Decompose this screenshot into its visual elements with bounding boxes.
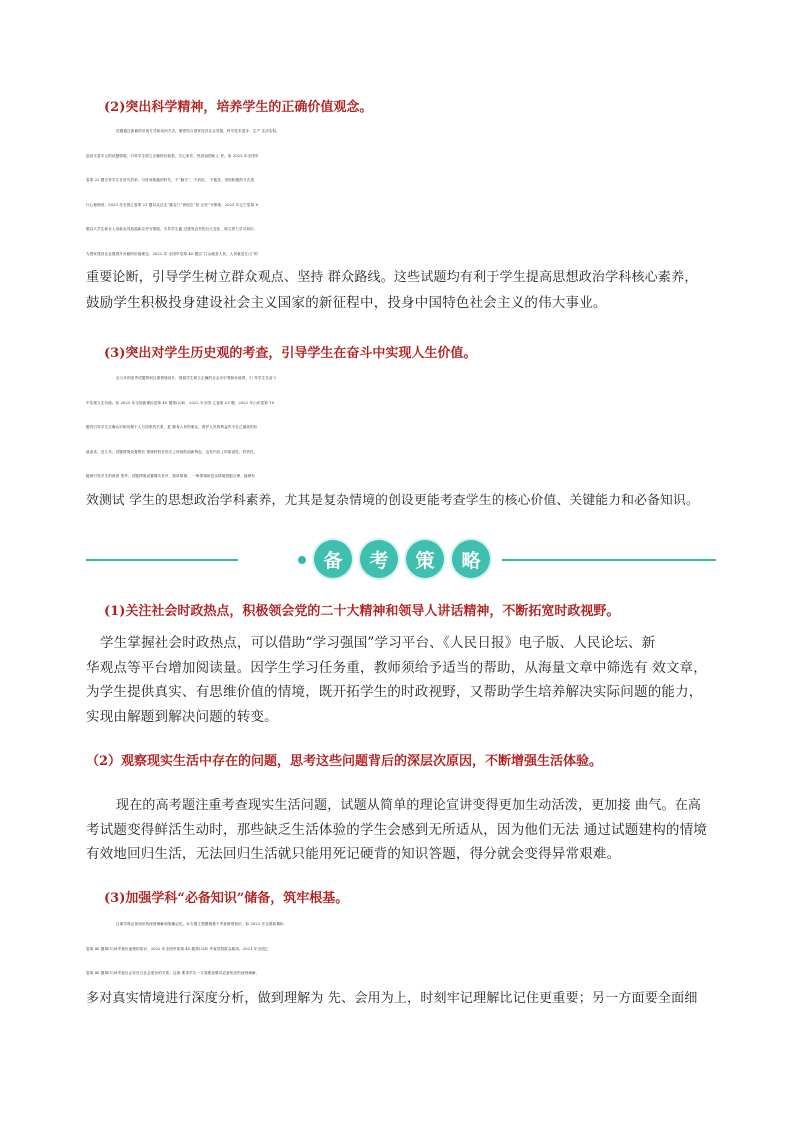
text-line: 为学生提供真实、有思维价值的情境，既开拓学生的时政视野，又帮助学生培养解决实际问题的能力， [86,684,703,700]
text-line: 能够引发学生的深度 思考。试题情境设置梯次有序，简单情境、 一般情境和复杂情境搭配合理，能够有 [86,474,256,478]
paragraph-real-life [86,793,707,867]
text-line: 注重学科必备知识的深度理解和准确记忆。本专题主观题侧重于考查微观知识，如 2023 年全国新课标 [116,922,284,926]
paragraph-current-affairs [86,631,707,729]
paragraph-science-spirit [86,119,698,315]
text-line: 鼓励学生积极投身建设社会主义国家的新征程中，投身中国特色社会主义的伟大事业。 [86,294,607,311]
text-line: 多对真实情境进行深度分析，做到理解为 先、会用为上，时刻牢记理解比记住更重要；另一方面要全面细 [86,990,698,1006]
text-line: 现在的高考题注重考查现实生活问题，试题从简单的理论宣讲变得更加生动活泼，更加接 曲气。在高 [116,798,702,813]
text-line: 华观点等平台增加阅读量。因学生学习任务重，教师须给予适当的帮助，从海量文章中筛选有 效文章， [86,659,707,676]
section-heading-history-view: (3)突出对学生历史观的考查，引导学生在奋斗中实现人生价值。 [104,346,477,361]
text-line: 值追求。近几年，试题情境设置既有 情境材料在形式上体现的创新特色，也有内容上的原创性、时效性， [86,449,258,454]
text-line: 效测试 学生的思想政治学科素养，尤其是复杂情境的创设更能考查学生的核心价值、关键能力和必备知识。 [86,492,699,508]
strategy-heading-current-affairs: (1)关注社会时政热点，积极领会党的二十大精神和领导人讲话精神，不断拓宽时政视野。 [104,604,620,619]
text-line: 创设丰富多元的试题情境，引导学生树立正确的价值观，关心家乡、热爱祖国和人 民。如 2023 年全国甲 [86,153,259,158]
section-heading-science-spirit: (2)突出科学精神，培养学生的正确价值观念。 [104,100,373,115]
text-line: 实现由解题到解决问题的转变。 [86,708,278,725]
text-line: 卷第 40 题第(1)问考查价值观的知识、2022 年全国甲卷第 40 题第(2)问 考查党的群众路线、2021 年全国乙 [86,946,269,951]
text-line: 重要论断，引导学生树立群众观点、坚持 群众路线。这些试题均有利于学生提高思想政治学科核心素养， [86,270,698,285]
banner-rule-right [502,559,716,561]
banner-char-lue: 略 [452,540,490,578]
banner-rule-left [86,559,238,561]
text-line: 试题通过新颖的呈现方式和设问方式，紧密结合国家经济社会发展、科学技术进步、生产 生活实际， [116,129,281,133]
text-line: 卷第 22 题引导学生在讲究效率、与时间赛跑的时代，不“躺平”、不消沉、 不抱怨，采取积极的方式进 [86,178,255,182]
text-line: 卷第 40 题第(1)问考查社会存在与社会意识的关系，这就 要求学生一方面要加强对必备知识的深刻理解， [86,971,260,975]
text-line: 为国家建设农业强国作贡献的价值理念；2022 年 全国甲卷第 40 题以“江山就是人民，人民就是江山”的 [86,251,258,256]
paragraph-knowledge [86,912,698,1010]
text-line: 有效地回归生活，无法回归生活就只能用死记硬背的知识答题，得分就会变得异常艰难。 [86,846,621,862]
text-line: 题均引导学生正确认识和处理个人与国家的关系，把 献身人民的事业、维护人民的利益作为自己最高的价 [86,425,258,429]
text-line: 行心理调适；2023 年全国乙卷第 21 题以从过去“跳农门”到现在“回 农村”为情境、2023 年辽宁卷第 8 [86,202,259,207]
banner-dot [298,556,306,564]
text-line: 学生掌握社会时政热点，可以借助“学习强国”学习平台、《人民日报》电子版、人民论坛、新 [100,635,656,651]
text-line: 题以大学生新农人用新农具造福新农村为情境，引导学生通 过感受农村的巨大变化，树立努力学习知识、 [86,227,258,231]
banner-char-bei: 备 [314,540,352,578]
text-line: 中实现人生价值。如 2023 年全国新课标卷第 40 题第(2)问、2022 年全国 乙卷第 23 题、2022 年山东卷第 10 [86,400,275,405]
strategy-heading-real-life: （2）观察现实生活中存在的问题，思考这些问题背后的深层次原因，不断增强生活体验。 [86,754,603,769]
strategy-heading-knowledge: (3)加强学科“必备知识”储备，筑牢根基。 [104,891,349,906]
paragraph-history-view [86,366,699,513]
banner-char-kao: 考 [360,540,398,578]
text-line: 近几年的高考试题特别注重情境设计，鼓励学生树立正确的社会历史观和价值观，引 导学生在奋斗 [116,376,277,380]
banner-char-ce: 策 [406,540,444,578]
strategy-banner [86,540,718,584]
text-line: 考试题变得鲜活生动时，那些缺乏生活体验的学生会感到无所适从，因为他们无法 通过试题建构的情境 [86,821,707,838]
